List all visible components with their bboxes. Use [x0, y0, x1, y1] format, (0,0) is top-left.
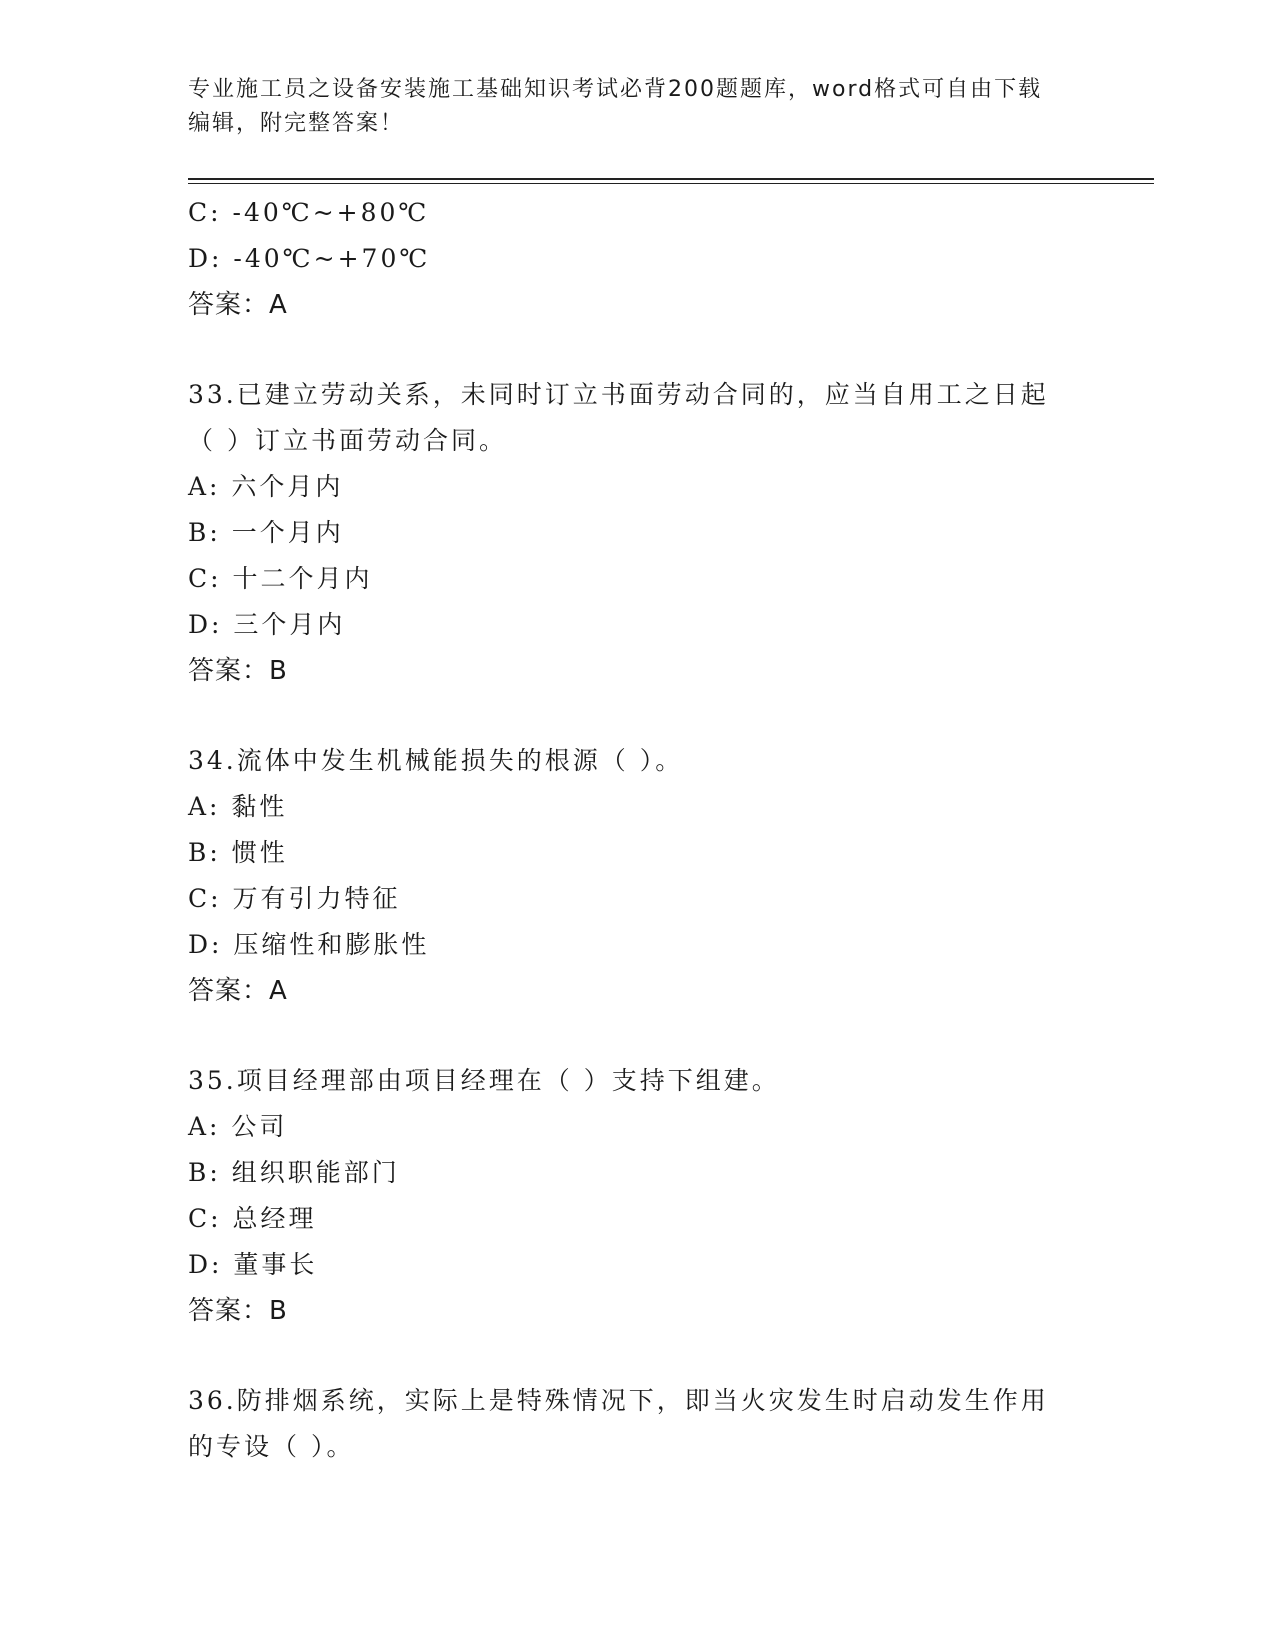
option-c: C: 十二个月内 [188, 564, 373, 593]
option-a: A: 公司 [188, 1112, 288, 1141]
option-b: B: 组织职能部门 [188, 1158, 400, 1187]
header-line-2: 编辑，附完整答案！ [188, 111, 405, 136]
option-d: D: 董事长 [188, 1250, 318, 1279]
question-32-continued [188, 190, 1128, 328]
option-b: B: 一个月内 [188, 518, 344, 547]
answer-line: 答案：A [188, 976, 288, 1006]
option-c: C: 总经理 [188, 1204, 317, 1233]
header-divider-thin [188, 183, 1154, 184]
question-stem-line-2: （ ）订立书面劳动合同。 [188, 426, 507, 455]
question-stem-line-1: 35.项目经理部由项目经理在（ ）支持下组建。 [188, 1066, 780, 1095]
answer-line: 答案：B [188, 1296, 288, 1326]
question-35 [188, 1058, 1128, 1334]
question-stem-line-2: 的专设（ ）。 [188, 1432, 355, 1461]
option-d: D: 压缩性和膨胀性 [188, 930, 430, 959]
question-list [188, 190, 1128, 1470]
option-a: A: 黏性 [188, 792, 288, 821]
option-c: C: -40℃~+80℃ [188, 198, 430, 227]
question-stem-line-1: 33.已建立劳动关系，未同时订立书面劳动合同的，应当自用工之日起 [188, 380, 1049, 409]
option-d: D: 三个月内 [188, 610, 346, 639]
header-divider-thick [188, 178, 1154, 180]
question-33 [188, 372, 1128, 694]
document-header [188, 73, 1088, 141]
option-b: B: 惯性 [188, 838, 288, 867]
question-34 [188, 738, 1128, 1014]
option-a: A: 六个月内 [188, 472, 344, 501]
header-line-1: 专业施工员之设备安装施工基础知识考试必背200题题库，word格式可自由下载 [188, 77, 1043, 102]
option-c: C: 万有引力特征 [188, 884, 401, 913]
question-36 [188, 1378, 1128, 1470]
option-d: D: -40℃~+70℃ [188, 244, 431, 273]
answer-line: 答案：B [188, 656, 288, 686]
answer-line: 答案：A [188, 290, 288, 320]
question-stem-line-1: 36.防排烟系统，实际上是特殊情况下，即当火灾发生时启动发生作用 [188, 1386, 1049, 1415]
question-stem-line-1: 34.流体中发生机械能损失的根源（ ）。 [188, 746, 684, 775]
